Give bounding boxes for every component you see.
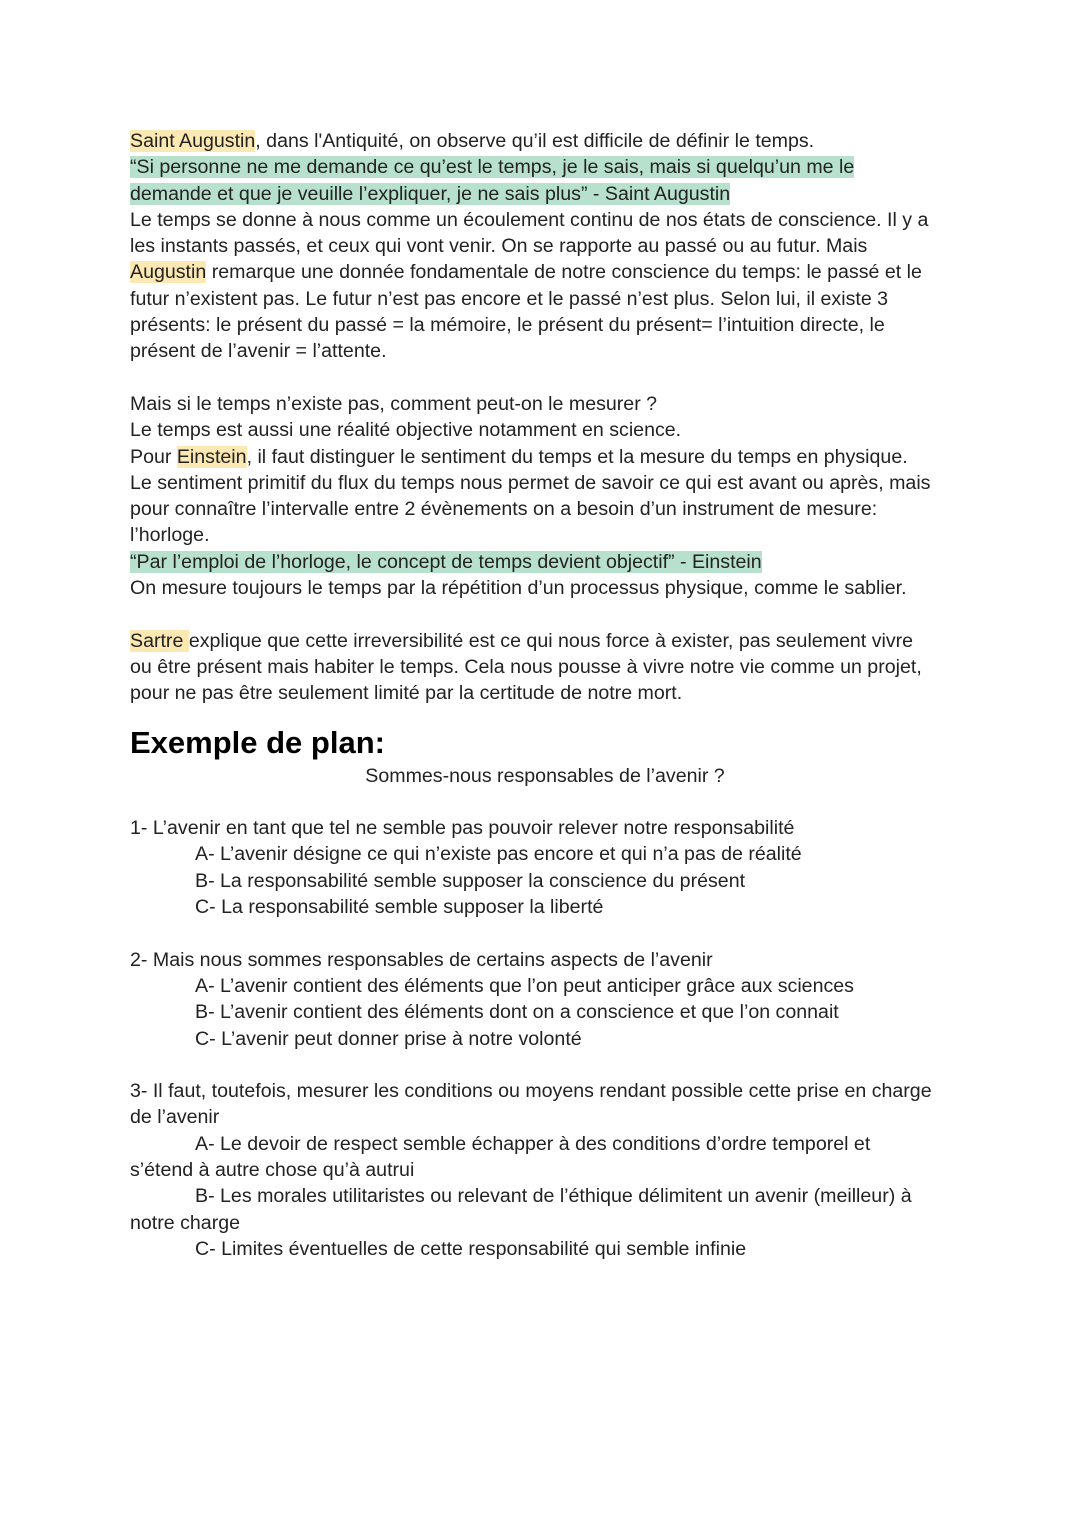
quote-line bbox=[130, 154, 960, 180]
text-line: présent de l’avenir = l’attente. bbox=[130, 340, 387, 363]
paragraph-spacer bbox=[130, 365, 960, 391]
text-span: Pour bbox=[130, 445, 177, 468]
paragraph-spacer bbox=[130, 920, 960, 946]
text-line: pour connaître l’intervalle entre 2 évènements on a besoin d’un instrument de mesure: bbox=[130, 498, 878, 521]
text-line: Le temps se donne à nous comme un écoulement continu de nos états de conscience. Il y a bbox=[130, 208, 929, 231]
text-line: Mais si le temps n’existe pas, comment peut-on le mesurer ? bbox=[130, 392, 658, 415]
plan-subpoint: B- La responsabilité semble supposer la conscience du présent bbox=[195, 869, 746, 892]
plan-subpoint: A- Le devoir de respect semble échapper à des conditions d’ordre temporel et bbox=[195, 1132, 871, 1155]
text-span: , il faut distinguer le sentiment du temps et la mesure du temps en physique. bbox=[246, 445, 908, 468]
plan-subpoint-wrap: s’étend à autre chose qu’à autrui bbox=[130, 1158, 415, 1181]
paragraph-spacer bbox=[130, 1052, 960, 1078]
text-line: ou être présent mais habiter le temps. Cela nous pousse à vivre notre vie comme un projet, bbox=[130, 655, 922, 678]
plan-part-2 bbox=[130, 947, 960, 1052]
text-line bbox=[130, 628, 960, 654]
plan-subpoint: C- Limites éventuelles de cette responsabilité qui semble infinie bbox=[195, 1237, 747, 1260]
text-span: remarque une donnée fondamentale de notre conscience du temps: le passé et le bbox=[206, 261, 922, 284]
highlight-quote: demande et que je veuille l’expliquer, je ne sais plus” - Saint Augustin bbox=[130, 182, 731, 205]
text-line bbox=[130, 128, 960, 154]
plan-subpoint: C- La responsabilité semble supposer la liberté bbox=[195, 896, 604, 919]
highlight-name: Saint Augustin bbox=[130, 130, 256, 152]
document-page bbox=[130, 128, 960, 1262]
text-span: explique que cette irreversibilité est ce qui nous force à exister, pas seulement vivre bbox=[188, 629, 914, 652]
plan-subpoint: B- Les morales utilitaristes ou relevant de l’éthique délimitent un avenir (meilleur) à bbox=[195, 1185, 912, 1208]
text-span: , dans l'Antiquité, on observe qu’il est difficile de définir le temps. bbox=[255, 130, 815, 152]
plan-subpoint: A- L’avenir contient des éléments que l’on peut anticiper grâce aux sciences bbox=[195, 974, 854, 997]
highlight-name: Augustin bbox=[130, 261, 207, 284]
plan-part-title: de l’avenir bbox=[130, 1106, 220, 1129]
plan-subpoint: B- L’avenir contient des éléments dont on a conscience et que l’on connait bbox=[195, 1001, 839, 1024]
plan-part-title: 1- L’avenir en tant que tel ne semble pas pouvoir relever notre responsabilité bbox=[130, 817, 795, 840]
paragraph-spacer bbox=[130, 601, 960, 627]
plan-heading: Exemple de plan: bbox=[130, 724, 385, 760]
plan-question: Sommes-nous responsables de l’avenir ? bbox=[365, 764, 725, 787]
quote-line bbox=[130, 549, 960, 575]
paragraph-einstein bbox=[130, 391, 960, 601]
paragraph-augustin bbox=[130, 128, 960, 365]
text-line: On mesure toujours le temps par la répétition d’un processus physique, comme le sablier. bbox=[130, 577, 907, 600]
plan-part-1 bbox=[130, 815, 960, 920]
text-line: les instants passés, et ceux qui vont venir. On se rapporte au passé ou au futur. Mais bbox=[130, 235, 868, 258]
paragraph-spacer bbox=[130, 789, 960, 815]
quote-line bbox=[130, 181, 960, 207]
highlight-name: Sartre bbox=[130, 629, 189, 652]
text-line: présents: le présent du passé = la mémoire, le présent du présent= l’intuition directe, le bbox=[130, 314, 885, 337]
text-line bbox=[130, 444, 960, 470]
text-line: Le sentiment primitif du flux du temps nous permet de savoir ce qui est avant ou après, mais bbox=[130, 471, 931, 494]
plan-subpoint: A- L’avenir désigne ce qui n’existe pas encore et qui n’a pas de réalité bbox=[195, 843, 802, 866]
plan-part-3 bbox=[130, 1078, 960, 1262]
plan-subpoint-wrap: notre charge bbox=[130, 1211, 241, 1234]
text-line bbox=[130, 259, 960, 285]
highlight-quote: “Si personne ne me demande ce qu’est le temps, je le sais, mais si quelqu’un me le bbox=[130, 156, 855, 179]
plan-part-title: 3- Il faut, toutefois, mesurer les conditions ou moyens rendant possible cette prise en charge bbox=[130, 1080, 932, 1103]
text-line: futur n’existent pas. Le futur n’est pas encore et le passé n’est plus. Selon lui, il existe 3 bbox=[130, 287, 889, 310]
plan-part-title: 2- Mais nous sommes responsables de certains aspects de l’avenir bbox=[130, 948, 713, 971]
paragraph-sartre bbox=[130, 628, 960, 707]
text-line: Le temps est aussi une réalité objective notamment en science. bbox=[130, 419, 682, 442]
highlight-quote: “Par l’emploi de l’horloge, le concept de temps devient objectif” - Einstein bbox=[130, 550, 762, 573]
text-line: pour ne pas être seulement limité par la certitude de notre mort. bbox=[130, 682, 683, 705]
text-line: l’horloge. bbox=[130, 524, 210, 547]
highlight-name: Einstein bbox=[176, 445, 247, 468]
plan-subpoint: C- L’avenir peut donner prise à notre volonté bbox=[195, 1027, 582, 1050]
